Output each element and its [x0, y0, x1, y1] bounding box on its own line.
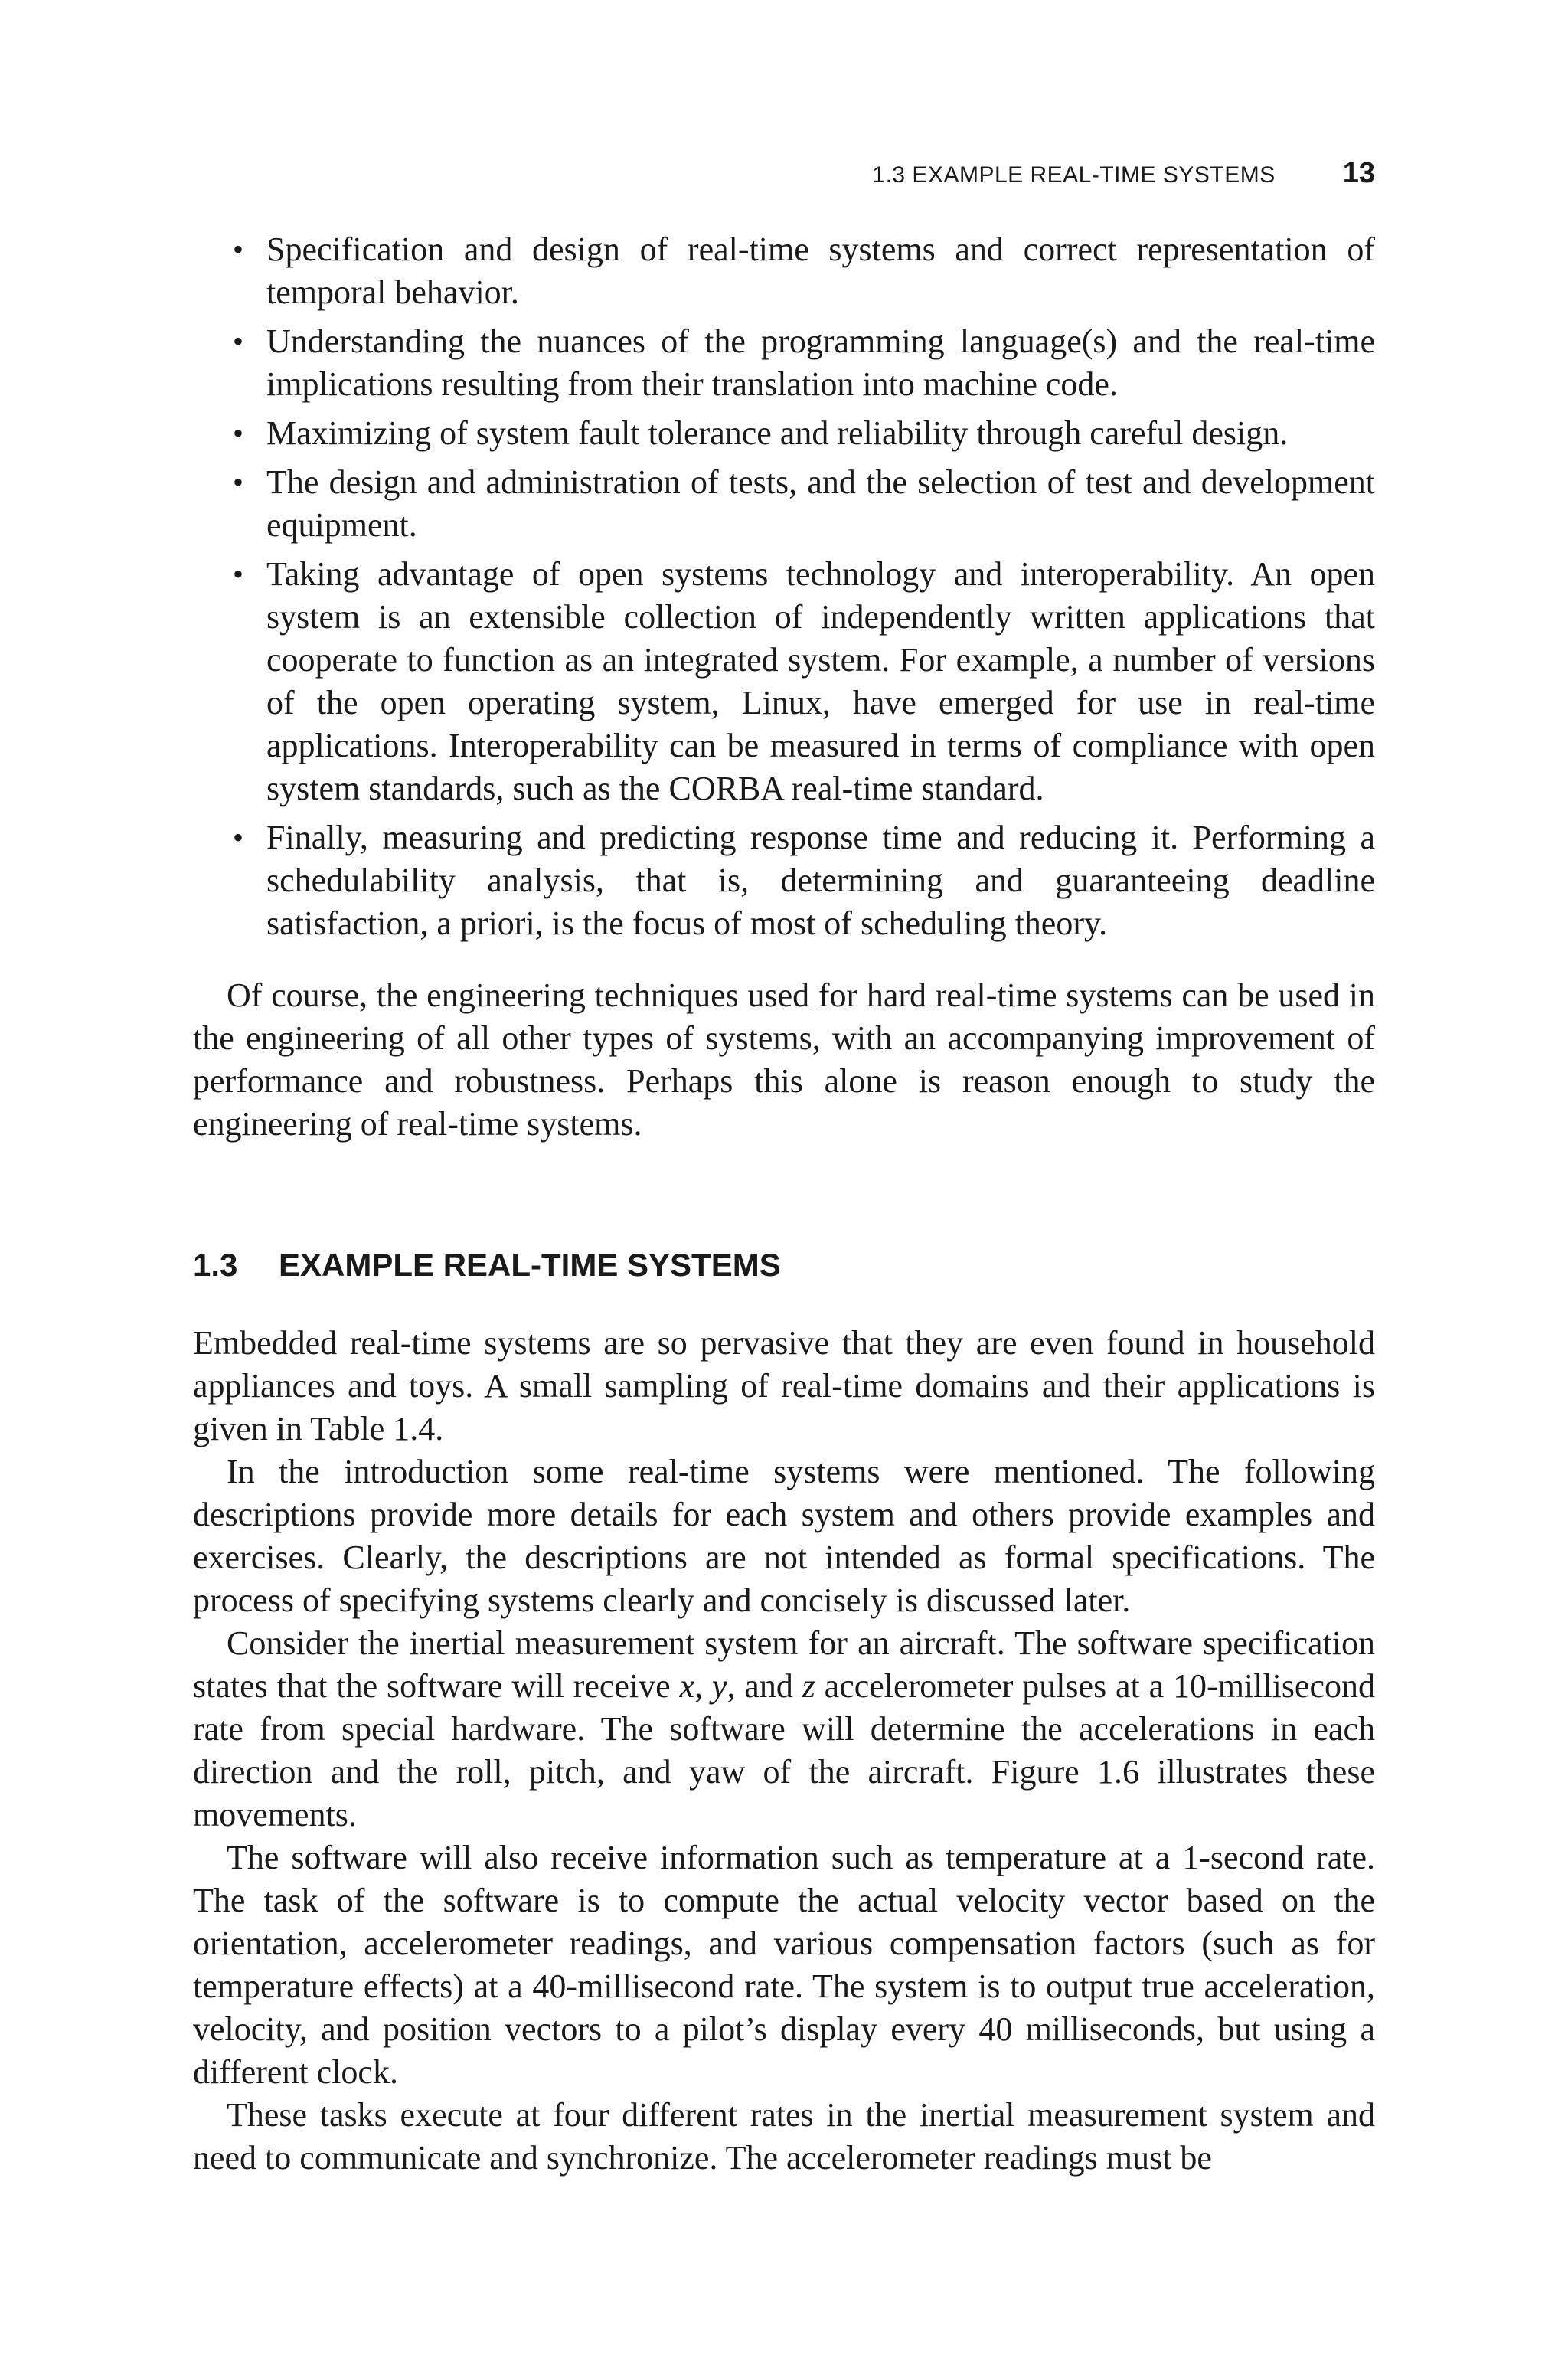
math-x: x: [679, 1667, 695, 1705]
paragraph-text: Consider the inertial measurement system for an aircraft. The software specification states that the software will receive: [193, 1624, 1375, 1705]
page-body: [193, 228, 1375, 2180]
paragraph-embedded-systems: Embedded real-time systems are so pervasive that they are even found in household appliances and toys. A small sampling of real-time domains and their applications is given in Table 1.4.: [193, 1324, 1375, 1447]
paragraph-introduction: In the introduction some real-time systems were mentioned. The following descriptions provide more details for each system and others provide examples and exercises. Clearly, the descriptions are not intended as formal specifications. The process of specifying systems clearly and concisely is discussed later.: [193, 1453, 1375, 1619]
section-title: EXAMPLE REAL-TIME SYSTEMS: [279, 1247, 781, 1283]
bullet-icon: •: [233, 416, 244, 450]
paragraph-task-rates: These tasks execute at four different rates in the inertial measurement system and need to communicate and synchronize. The accelerometer readings must be: [193, 2096, 1375, 2177]
bullet-item: [193, 228, 1375, 314]
bullet-text: Specification and design of real-time systems and correct representation of temporal behavior.: [266, 231, 1375, 311]
bullet-item: [193, 461, 1375, 547]
closing-paragraph: Of course, the engineering techniques used for hard real-time systems can be used in the engineering of all other types of systems, with an accompanying improvement of performance and robustness. Perhaps this alone is reason enough to study the engineering of real-time systems.: [193, 976, 1375, 1143]
running-head: [193, 157, 1375, 195]
paragraph-text: , and: [727, 1667, 802, 1705]
bullet-icon: •: [233, 820, 244, 855]
bullet-text: The design and administration of tests, and the selection of test and development equipment.: [266, 463, 1375, 544]
paragraph-text: accelerometer pulses at a 10-millisecond rate from special hardware. The software will determine the accelerations in each direction and the roll, pitch, and yaw of the aircraft. Figure 1.6 illustrates these movements.: [193, 1667, 1375, 1833]
bullet-icon: •: [233, 232, 244, 267]
bullet-item: [193, 553, 1375, 810]
bullet-icon: •: [233, 465, 244, 499]
bullet-text: Finally, measuring and predicting response time and reducing it. Performing a schedulability analysis, that is, determining and guaranteeing deadline satisfaction, a priori, is the focus of most of scheduling theory.: [266, 819, 1375, 942]
page-number: 13: [1342, 157, 1375, 189]
section-heading: [193, 1244, 1375, 1287]
section-number: 1.3: [193, 1247, 238, 1283]
paragraph-text: ,: [694, 1667, 712, 1705]
bullet-text: Taking advantage of open systems technology and interoperability. An open system is an extensible collection of independently written applications that cooperate to function as an integrated system. For example, a number of versions of the open operating system, Linux, have emerged for use in real-time applications. Interoperability can be measured in terms of compliance with open system standards, such as the CORBA real-time standard.: [266, 555, 1375, 807]
bullet-icon: •: [233, 324, 244, 358]
bullet-text: Maximizing of system fault tolerance and reliability through careful design.: [266, 414, 1289, 452]
bullet-icon: •: [233, 557, 244, 591]
bullet-list: [193, 228, 1375, 945]
math-y: y: [711, 1667, 727, 1705]
bullet-text: Understanding the nuances of the programming language(s) and the real-time implications resulting from their translation into machine code.: [266, 322, 1375, 403]
bullet-item: [193, 412, 1375, 455]
bullet-item: [193, 816, 1375, 945]
running-title: 1.3 EXAMPLE REAL-TIME SYSTEMS: [872, 162, 1276, 188]
bullet-item: [193, 320, 1375, 406]
paragraph-velocity-vector: The software will also receive information such as temperature at a 1-second rate. The task of the software is to compute the actual velocity vector based on the orientation, accelerometer readings, and various compensation factors (such as for temperature effects) at a 40-millisecond rate. The system is to output true acceleration, velocity, and position vectors to a pilot’s display every 40 milliseconds, but using a different clock.: [193, 1839, 1375, 2091]
paragraph-inertial-measurement: [193, 1622, 1375, 1837]
math-z: z: [802, 1667, 815, 1705]
